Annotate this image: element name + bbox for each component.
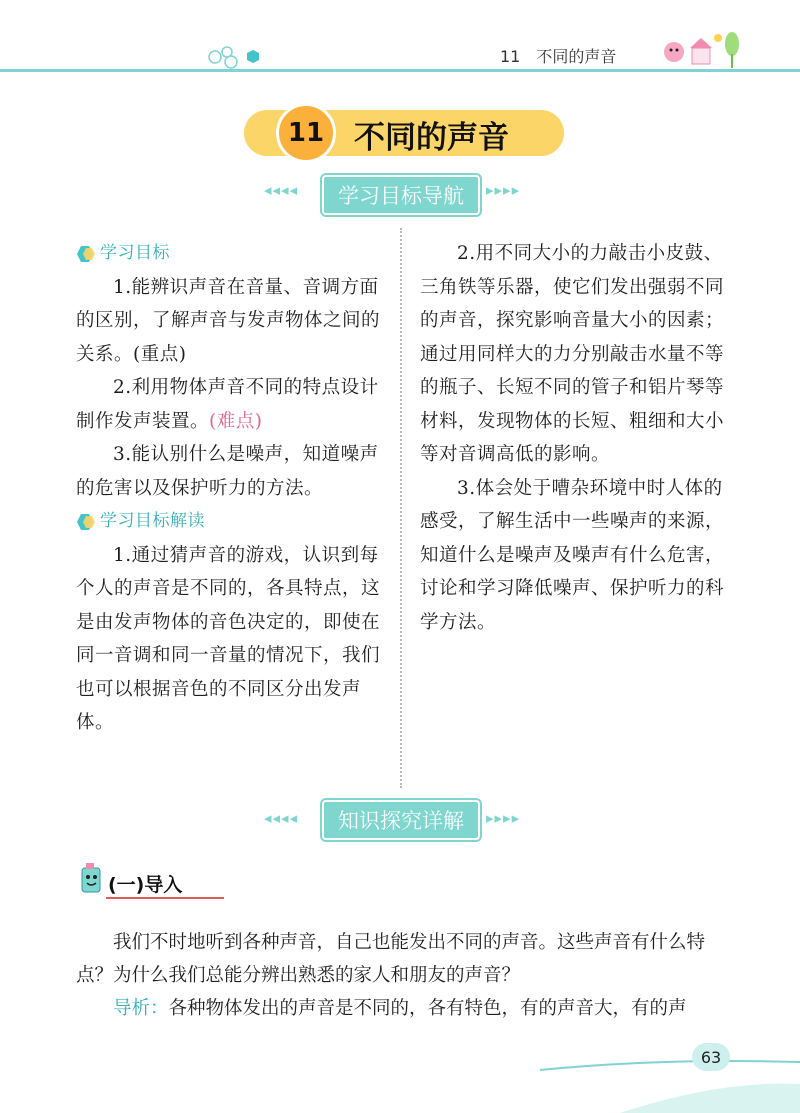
interpretation-item-3: 3.体会处于嘈杂环境中时人体的感受，了解生活中一些噪声的来源，知道什么是噪声及噪声有什么危害，讨论和学习降低噪声、保护听力的科学方法。 (420, 477, 725, 633)
left-column (76, 237, 386, 740)
intro-paragraph: 我们不时地听到各种声音，自己也能发出不同的声音。这些声音有什么特点？为什么我们总能分辨出熟悉的家人和朋友的声音？ (76, 932, 706, 986)
intro-heading: (一)导入 (108, 874, 183, 896)
column-divider (400, 228, 402, 788)
objective-item-2-text: 2.利用物体声音不同的特点设计制作发声装置。 (76, 377, 379, 432)
intro-body (76, 926, 736, 1025)
book-character-icon (76, 862, 106, 896)
interpretation-heading (76, 505, 386, 539)
bubbles-decoration-icon (205, 42, 265, 72)
objective-item-2 (76, 371, 386, 438)
hexagon-bullet-icon (76, 245, 96, 263)
section-banner-knowledge: 知识探究详解 (322, 800, 480, 840)
right-column (420, 237, 730, 639)
analysis-label: 导析： (113, 998, 169, 1019)
header-rule (0, 69, 800, 72)
interpretation-heading-text: 学习目标解读 (100, 511, 205, 531)
page-title: 不同的声音 (354, 120, 509, 156)
objective-item-3: 3.能认别什么是噪声，知道噪声的危害以及保护听力的方法。 (76, 444, 379, 499)
section-banner-objectives: 学习目标导航 (322, 175, 480, 215)
header-lesson-title: 不同的声音 (536, 47, 617, 66)
banner-arrows-right: ▸▸▸▸ (486, 809, 521, 827)
header-lesson-number: 11 (500, 47, 521, 66)
analysis-paragraph (76, 992, 736, 1025)
banner-arrows-left: ◂◂◂◂ (264, 809, 299, 827)
footer-wave-decoration (0, 1040, 800, 1113)
banner-arrows-right: ▸▸▸▸ (486, 181, 521, 199)
objectives-heading (76, 237, 386, 271)
intro-underline (106, 897, 224, 899)
objective-item-1: 1.能辨识声音在音量、音调方面的区别，了解声音与发声物体之间的关系。(重点) (76, 276, 381, 365)
interpretation-item-2: 2.用不同大小的力敲击小皮鼓、三角铁等乐器，使它们发出强弱不同的声音，探究影响音量大小的因素；通过用同样大的力分别敲击水量不等的瓶子、长短不同的管子和铝片琴等材料，发现物体的长短、粗细和大小等对音调高低的影响。 (420, 243, 725, 465)
objectives-heading-text: 学习目标 (100, 243, 170, 263)
difficulty-tag: (难点) (209, 410, 263, 432)
hexagon-bullet-icon (76, 513, 96, 531)
banner-arrows-left: ◂◂◂◂ (264, 181, 299, 199)
analysis-text: 各种物体发出的声音是不同的，各有特色，有的声音大，有的声 (168, 998, 687, 1019)
page-number: 63 (692, 1043, 730, 1071)
lesson-number-badge: 11 (276, 103, 336, 163)
cartoon-decoration-icon (660, 24, 750, 69)
running-header (500, 44, 616, 67)
interpretation-item-1: 1.通过猜声音的游戏，认识到每个人的声音是不同的，各具特点，这是由发声物体的音色决定的，即使在同一音调和同一音量的情况下，我们也可以根据音色的不同区分出发声体。 (76, 544, 381, 733)
